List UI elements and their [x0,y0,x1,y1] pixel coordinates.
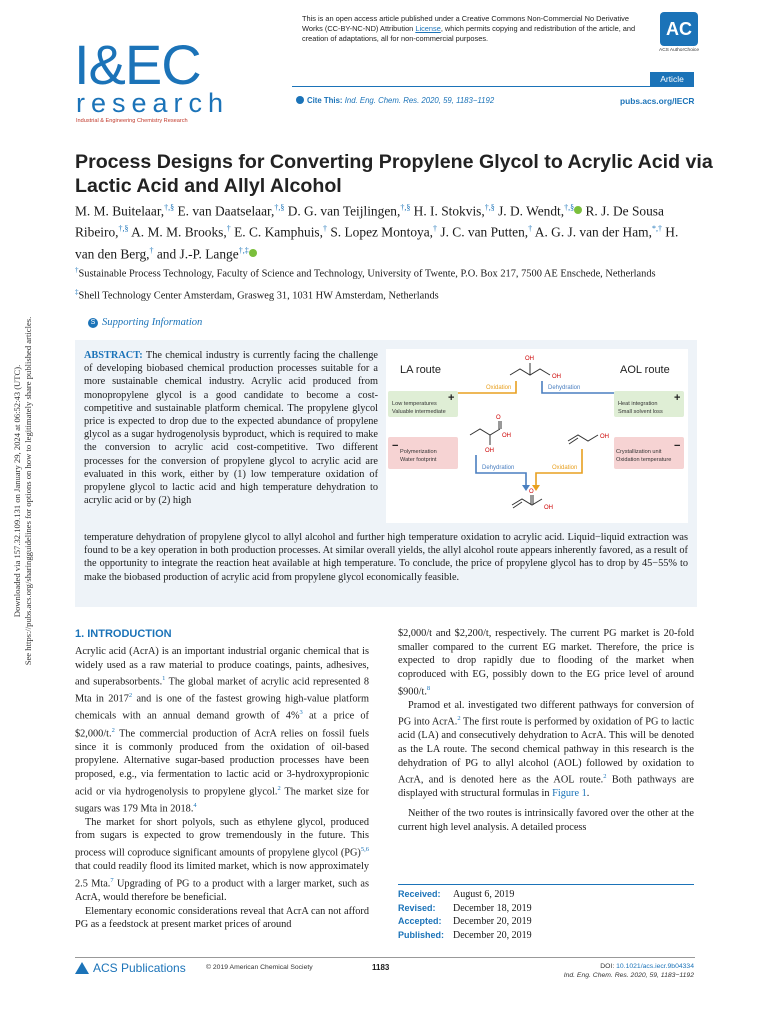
author-name[interactable]: S. Lopez Montoya, [330,224,434,240]
dates-divider [398,884,694,885]
la-plus-2: Valuable intermediate [392,409,446,415]
footer-citation: Ind. Eng. Chem. Res. 2020, 59, 1183−1192 [563,972,694,979]
acs-logo-icon [75,962,89,974]
affiliation-2: ‡Shell Technology Center Amsterdam, Grasweg 31, 1031 HW Amsterdam, Netherlands [75,288,439,302]
article-title: Process Designs for Converting Propylene Glycol to Acrylic Acid via Lactic Acid and Allyl Alcohol [75,151,713,197]
download-note-line-2: See https://pubs.acs.org/sharingguidelines for options on how to legitimately share published articles. [23,316,33,666]
allyl-alcohol-structure [568,435,598,444]
dehydration-arrow-bottom [476,455,526,487]
author-affiliation-mark: *,† [651,224,662,234]
toc-svg [386,349,688,523]
la-minus-1: Polymerization [400,449,437,455]
author-name[interactable]: H. I. Stokvis, [413,203,485,219]
la-minus-2: Water footprint [400,457,437,463]
journal-tagline: Industrial & Engineering Chemistry Research [76,118,188,124]
aol-route-label: AOL route [620,364,670,376]
aol-plus-1: Heat integration [618,401,658,407]
author-name[interactable]: D. G. van Teijlingen, [287,203,401,219]
intro-paragraph-4: Pramod et al. investigated two different pathways for conversion of PG into AcrA.$^2$ The first route is performed by oxidation of PG to lactic acid (LA) and consecutively dehydration to AcrA. This will be denoted as the LA route. The second chemical pathway in this research is the dehydration of PG to allyl alcohol (AOL) followed by oxidation to AcrA, and is denoted here as the AOL route.$^2$ Both pathways are displayed with structural formulas in Figure 1. [398,699,694,800]
acs-publications-logo[interactable]: ACS Publications [75,961,186,975]
abstract-part-2: temperature dehydration of propylene glycol to allyl alcohol and further high temperature oxidation to acrylic acid. Liquid−liquid extraction was found to be a key operation in both production processes. At similar overall yields, the allyl alcohol route appears inherently favored, as a result of the opportunity to integrate the reaction heat available at high temperature. To conclude, the price of propylene glycol has to drop by 45−55% to make the biobased production of acrylic acid from propylene glycol economically feasible. [84,532,688,583]
author-affiliation-mark: †,‡ [238,245,249,255]
aol-minus-2: Oxidation temperature [616,457,672,463]
author-affiliation-mark: † [226,224,231,234]
date-revised: Revised: December 18, 2019 [398,902,532,914]
footer-divider [75,957,695,958]
date-received: Received: August 6, 2019 [398,889,515,900]
la-minus-sign: − [392,440,399,452]
la-plus-1: Low temperatures [392,401,437,407]
journal-site-link[interactable]: pubs.acs.org/IECR [620,96,695,106]
acra-o: O [529,489,534,495]
download-note-line-1: Downloaded via 157.32.109.131 on January 29, 2024 at 06:52:43 (UTC). [12,364,22,618]
author-affiliation-mark: † [323,224,327,234]
la-oh-bottom: OH [485,448,494,454]
journal-logo-text: I&EC [74,33,201,96]
intro-paragraph-2: The market for short polyols, such as ethylene glycol, produced from sugars is expected to grow tremendously in the future. This process will coproduce significant amounts of propylene glycol (PG)$^{5,6}$ that could readily flood its limited market, which is now approximately 2.5 Mta.$^7$ Upgrading of PG to a product with a larger market, such as AcrA, would therefore be beneficial. [75,816,370,903]
author-affiliation-mark: †,§ [484,203,495,212]
open-access-note [302,14,647,44]
abstract-part-1: ABSTRACT: The chemical industry is currently facing the challenge of developing biobased chemical production processes suitable for a more sustainable chemical industry. Acrylic acid produced from monopropylene glycol is a good candidate to become a cost-competitive and sustainable platform chemical. The propylene glycol price is expected to drop due to the expected abundance of propylene glycol as a sugar hydrogenolysis byproduct, which is required to make the conversion to acrylic acid cost-competitive. Two different processes for the conversion of propylene glycol to acrylic acid are evaluated in this work, either by (1) low temperature oxidation of propylene glycol to lactic acid and high temperature dehydration to acrylic acid or by (2) high [84,350,378,507]
intro-paragraph-3-cont: $2,000/t and $2,200/t, respectively. The current PG market is 20-fold smaller compared to the current EG market. Therefore, the price is expected to drop rapidly due to flooding of the market when coproduced with EG, possibly down to the EG price level of around $900/t.$^8$ [398,628,694,698]
author-name[interactable]: A. M. M. Brooks, [131,224,227,240]
oxidation-label-bottom: Oxidation [552,465,578,471]
right-column [398,627,694,834]
author-name[interactable]: M. M. Buitelaar, [75,203,165,219]
toc-graphic[interactable] [386,349,688,523]
author-list [75,199,700,263]
acra-oh: OH [544,505,553,511]
aol-plus-sign: + [674,392,681,404]
aol-oh: OH [600,434,609,440]
journal-logo-sub: research [76,88,230,118]
author-name[interactable]: J. C. van Putten, [440,224,529,240]
affiliation-1: †Sustainable Process Technology, Faculty of Science and Technology, University of Twente, P.O. Box 217, 7500 AE Enschede, Netherlands [75,266,656,280]
propylene-glycol-structure [510,363,550,375]
la-plus-sign: + [448,392,455,404]
author-affiliation-mark: † [433,224,438,234]
author-name[interactable]: and J.-P. Lange [156,246,239,262]
author-affiliation-mark: †,§ [164,203,175,212]
date-published: Published: December 20, 2019 [398,929,532,941]
cite-this[interactable] [296,96,494,105]
abstract-label: ABSTRACT: [84,350,143,361]
doi-link[interactable]: 10.1021/acs.iecr.9b04334 [616,963,694,970]
author-name[interactable]: R. J. De Sousa Ribeiro, [75,203,664,240]
supporting-info-label: Supporting Information [102,317,203,328]
section-heading: 1. INTRODUCTION [75,628,172,640]
pg-oh-top: OH [525,356,534,362]
aol-minus-sign: − [674,440,681,452]
orcid-icon[interactable] [574,206,582,214]
dehydration-label-bottom: Dehydration [482,465,515,471]
supporting-info-icon: S [88,318,98,328]
copyright: © 2019 American Chemical Society [206,964,313,971]
supporting-information-link[interactable] [88,317,202,328]
la-route-label: LA route [400,364,441,376]
author-affiliation-mark: †,§ [400,203,411,212]
publication-dates [398,888,698,942]
oa-note-pre: This is an open access article published under a Creative Commons Non-Commercial No Derivative Works (CC-BY-NC-ND) Attribution [302,14,629,33]
aol-minus-1: Crystallization unit [616,449,662,455]
author-affiliation-mark: † [528,224,533,234]
la-o: O [496,415,501,421]
journal-logo[interactable] [74,33,230,124]
left-column [75,645,369,932]
author-name[interactable]: H. van den Berg, [75,224,679,262]
orcid-icon[interactable] [249,249,257,257]
author-affiliation-mark: †,§ [564,203,575,212]
page-number: 1183 [372,963,390,972]
license-link[interactable]: License [415,24,441,33]
authorchoice-caption: ACS AuthorChoice [659,48,699,53]
article-type-badge: Article [650,72,694,86]
author-name[interactable]: E. van Daatselaar, [177,203,275,219]
dehydration-label-top: Dehydration [548,385,581,391]
author-affiliation-mark: †,§ [274,203,285,212]
date-accepted: Accepted: December 20, 2019 [398,916,532,927]
author-name[interactable]: A. G. J. van der Ham, [534,224,652,240]
acrylic-acid-structure [512,495,542,508]
la-oh-right: OH [502,433,511,439]
affiliations [75,263,695,304]
doi-block: DOI: 10.1021/acs.iecr.9b04334 Ind. Eng. Chem. Res. 2020, 59, 1183−1192 [560,962,694,980]
cite-label: Cite This: [307,96,343,105]
download-side-note [12,296,34,686]
aol-plus-2: Small solvent loss [618,409,663,415]
oa-note-post: , which permits copying and redistribution of the article, and creation of adaptations, all for non-commercial purposes. [302,24,636,43]
oxidation-label-top: Oxidation [486,385,512,391]
author-name[interactable]: E. C. Kamphuis, [234,224,323,240]
author-affiliation-mark: †,§ [118,224,129,234]
cite-reference: Ind. Eng. Chem. Res. 2020, 59, 1183−1192 [344,96,495,105]
lactic-acid-structure [470,421,501,445]
author-affiliation-mark: † [149,245,154,255]
intro-paragraph-3: Elementary economic considerations reveal that AcrA can not afford PG as a feedstock at present market prices of around [75,905,369,931]
author-name[interactable]: J. D. Wendt, [498,203,565,219]
pg-oh-right: OH [552,374,561,380]
intro-paragraph-5: Neither of the two routes is intrinsically favored over the other at the current high level analysis. A detailed process [398,808,694,833]
intro-paragraph-1: Acrylic acid (AcrA) is an important industrial organic chemical that is widely used as a raw material to produce coatings, paints, adhesives, and superabsorbents.$^1$ The global market of acrylic acid represented 8 Mta in 2017$^2$ and is one of the fastest growing high-value platform chemicals with an annual demand growth of 4%$^3$ at a price of $2,000/t.$^2$ The commercial production of AcrA relies on fossil fuels since it is commonly produced from the oxidation of oil-based propylene. Alternative sugar-based production processes have been proposed, e.g., via fermentation to lactic acid or 3-hydroxypropionic acid or via hydrogenolysis to propylene glycol.$^2$ The market size for sugars was 179 Mta in 2018.$^4$ [75,646,369,815]
header-divider [292,86,694,87]
cite-icon [296,96,304,104]
acs-authorchoice-icon: AC [660,12,698,46]
figure-1-link[interactable]: Figure 1 [552,788,587,800]
